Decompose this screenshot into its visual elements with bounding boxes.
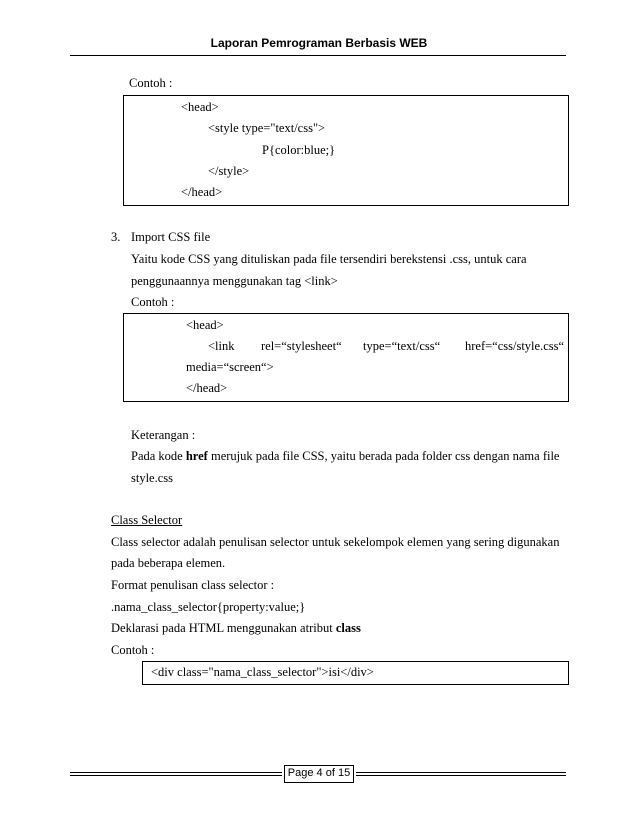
declaration-line: [111, 621, 361, 636]
format-syntax: .nama_class_selector{property:value;}: [111, 600, 306, 614]
code-line: <div class="nama_class_selector">isi</div>: [151, 665, 374, 679]
note-line: [131, 449, 559, 464]
code-line: </head>: [181, 185, 223, 199]
example1-label: Contoh :: [129, 76, 173, 90]
code-token: <link: [208, 339, 235, 353]
header-rule: [70, 55, 566, 56]
code-line: <head>: [186, 318, 224, 332]
item-title: Import CSS file: [131, 230, 211, 244]
code-line: <head>: [181, 100, 219, 114]
note-text: Pada kode: [131, 449, 186, 463]
footer-rule-left: [70, 772, 282, 773]
code-line: P{color:blue;}: [262, 143, 336, 157]
declaration-keyword: class: [335, 621, 361, 635]
code-line: </head>: [186, 381, 228, 395]
footer-rule-right: [356, 775, 566, 776]
format-label: Format penulisan class selector :: [111, 578, 275, 592]
section-heading: Class Selector: [111, 513, 183, 527]
code-token: href=“css/style.css“: [465, 339, 565, 353]
page-number: Page 4 of 15: [287, 767, 351, 779]
paragraph-line: Class selector adalah penulisan selector untuk sekelompok elemen yang sering digunakan: [111, 535, 560, 549]
declaration-text: Deklarasi pada HTML menggunakan atribut: [111, 621, 336, 635]
footer-rule-left: [70, 775, 282, 776]
example-label: Contoh :: [111, 643, 155, 657]
note-text: merujuk pada file CSS, yaitu berada pada folder css dengan nama file: [207, 449, 560, 463]
footer-rule-right: [356, 772, 566, 773]
code-token: rel=“stylesheet“: [261, 339, 342, 353]
note-line: style.css: [131, 471, 174, 485]
code-line: <style type="text/css">: [208, 121, 326, 135]
page-header-title: Laporan Pemrograman Berbasis WEB: [210, 36, 428, 50]
code-line: media=“screen“>: [186, 360, 274, 374]
code-line: </style>: [208, 164, 250, 178]
list-number: 3.: [111, 230, 121, 244]
code-token: type=“text/css“: [363, 339, 441, 353]
note-keyword: href: [185, 449, 208, 463]
example-label: Contoh :: [131, 295, 175, 309]
paragraph-line: pada beberapa elemen.: [111, 556, 226, 570]
paragraph-line: Yaitu kode CSS yang dituliskan pada file tersendiri berekstensi .css, untuk cara: [131, 252, 527, 266]
paragraph-line: penggunaannya menggunakan tag <link>: [131, 274, 338, 288]
note-label: Keterangan :: [131, 428, 196, 442]
